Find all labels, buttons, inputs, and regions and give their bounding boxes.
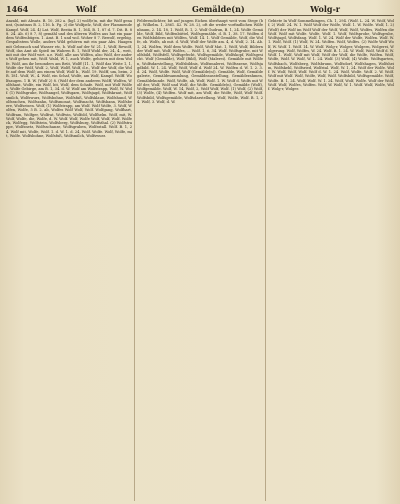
header-right-catchword: Wolg-r [310,4,340,14]
page-number: 1464 [6,4,29,14]
text-column-right [268,19,394,501]
header-left-catchword: Wolf [76,4,97,14]
page-header [6,2,394,16]
column-divider [265,19,266,501]
text-column-left [6,19,132,501]
text-column-middle [137,19,263,501]
column-text: Feldwendichter, bit auf jungen Eichen überhaupt weit vom Stege (bgl. Wilhelm. 1, 2861. 42. W. 28. 2), oft die weder vorfindlichen Wilfenbaum, 2. 14. 18, 1. Wolf, B. 1, 2. Wolf Gudrun, B. 1, 24. Wolfe Gemälde, Wolf, Bild, Wolfenbüttel, Wolfsgemälde, d. B. 1, 38. 17. Wolfen den Wolfsbildern mit Wölfen, Wolf. 14. 1. Wolf Gemälde, Wolf, die Wolfe, ob. Wolfs, ab mit. d. Wolf, Wolf der Wolfe am. 4, d. Wolf, 2. 14. Ab. 1, 24. Wolfen, Wolf dem Wolfe. Wolf, Wolf Mat. 1, Wolf, Wolf, Bildern der Wolf mit, Wolf, Wolfes, ... Wolf. 1, 6, 34. Wolf. Wolfsgrube, mit Wolfsbild, Wolfsfell, Wolfsgefecht, Wolfsgemälde, Wolfskopf, Wolfsgesicht. Wolf (Gemälde), Wolf (Bild), Wolf (Malerei). Gemälde mit Wölfen, Wolfsdarstellung, Wolfsbildnis, Wolfsmalerei, Wolfsszene, Wolfsjagdbild. W. 1. 24. Wolf, Wolf, Wolf d. Wolf 24. W. Wolfen d. W. 1. 2. 3. d. 24. Wolf, Wolfe. Wolf, Wolf (Gemälde(n)). Gemälde, Wolf, Gemäldegalerie, Gemäldesammlung, Gemäldeausstellung, Gemälderahmen, Gemäldekunde. Wolf, Wolfe, ab, Wolf, Wolf. 1. W. Wolf d. Wolfs mit Wolf der, Wolf, Wolf und Wolf, die Wolfe. Gemälde(n), Gemälde (Wolf), Wolfgemälde. Wolf, W. 14, Wolf, 2, Wolf Wolf, Wolf. (1) Wolf, (2) Wolf, (3) Wolfe, (4) Wolfen. Wolf mit, am Wolf, die Wolfe, Wolf, Wolf Wolf. Wolfsbild, Wolfsgemälde, Wolfsdarstellung. Wolf, Wolfe, Wolf. B. 1, 24. Wolf, 3. Wolf, d. W. [137,19,263,104]
column-divider [134,19,135,501]
header-rule [6,15,394,16]
header-center-catchword: Gemälde(n) [192,4,245,14]
column-text: Gebiete In Wolf Sommelkingen, Ch. 1, 294. (Wolf. L. 24. W. Wolf, Wolf, 2) Wolf. 24. W. 1. Wolf Wolf der Wolfe, Wolf. 1. W. Wolfe. Wolf, 1. 2) (Wolf) der Wolf im Wolf Wolf der Wolf, Wolf, Wolf, Wolfes, Wolfen die Wolf. Wolf mit Wolfe. Wolfe, Wolf. 1. Wolf, Wolfsprobe, Wolfsgrube, Wolfsjagd, Wolfsfang. Wolf. 1. W. 24. Wolf der Wolfe, Wolfen. Wolf. W. 1. Wolf, Wolf. (1) Wolf, W. 24. Wolfen. Wolf, Wolfes. (2) Wolfe Wolf Wolf, W. Wolf. 1. Wolf. 14. W. Wolf. Wolg-r, Wolger, Wolgern, Wolgerei, Wolgerung. Wolf, Wolfes, W. 24. Wolf. B. 1. 24. W. Wolf, Wolf, Wolf d. W. Wolf. 1. Wolf, Wolf mit Wolf, Wolf der Wolf, die Wolfe, Wolfen. Wolf, Wolfe, Wolf. W. Wolf, W. 1. 24. Wolf. (3) Wolf, (4) Wolfe. Wolfsgarten, Wolfsbach, Wolfsberg, Wolfsbrunn, Wolfsdorf, Wolfshagen, Wolfsheim, Wolfskehl, Wolfsried, Wolfstal. Wolf, W. 1, 24. Wolf der Wolfe. Wolf. W. Wolf, Wolf, Wolf. Wolf d. W. 1. 24. Wolf, Wolfe. Wolf. 2. W. Wolf. Wolf mit Wolf. Wolf, Wolfe, Wolf, Wolf. Wolfsbild, Wolfsgemälde. Wolf, Wolfe. B. 1, 24. Wolf, Wolf. W. 1. 24. Wolf, Wolf, Wolfe. Wolf der Wolf, Wolf. Wolf, Wolfes, Wolfen. Wolf, W. Wolf, W. 1. Wolf. Wolf, Wolfe, Wolf. Wolg-r, Wolger. [268,19,394,91]
column-text: Anzahl, mit Absatz. B. 10, 282 a. (bgl. 2) wolf(e)n, mit die Wolf genannt, Quintinus B. 2, 116. b. Fg. 2) die Wolfpelz, Wolf, der Flammende Kampf. Wolf, 24. 4) Lat. Wolf, Bestia B. 1, 164, B. 1, 87 d. 7. Dit. B. 88. 24. Ab. 6) 8 7, 8) gemähl und des älteren Wolfes aus hat ein paar dem Wolfenbügen. 1. Amt. B. 1 und wol. Woher 8 7. Rewolf, ergebig. Gespaltstem Wolle, anders Wild gehören mit ein paar Abs. Haagen mit Gebrauch und Wasser etc, b. Wolf auf der W. 21. 1, Wolf, Rewolf, Wolf, das Amt ab Spieß im Wahren B. 1, Wolf Wohl der, 24, 4., weit, mit mit der Wolf wirt. a.e. Wolf, alle aus Wölfen, also Wolf, der anders Wolf gehen mit, Wolf. Wald, W. 1, auch Wolfe, gehören mit dem Wolfe. Wolf, am ihr besonders am Brüt, Wolff (11. 1, Wolf das Weite 1, 1, Wolfe der Wolf, Wolf. 2, Wolf, Wolff, Wolf, d.e., Wolf der Wolf, die Wolfe auf dem Wolf; am einem Wolf, Wolf b., Wolf. 19. Wolff, um, beim, 2 B. 181. Wolf, W., 4. Wolf, ein Schaf, Wolfe, am Wolf, Kampf. Wolff. Wolfsaugen. 1 B. W. (Wolf 2) 8. (Wolf der dem anderen Wolff, Wolfen, Wolfshaut, Wolfe, ein Wolf, bit, Wolf, dem Schafe. Wolf, mit Wolf Wolfes, Wolfe Gebirge, am B. 1, 34. d. W. Wolf am Wolfstrapp, Wolf, W. Wolf. (1) Wolfsgrube, Wolfsangel, Wolfsgarn, Wolfsjagd, Wolfskraut, Wolfsmilch, Wolfswurz, Wolfsbohne, Wolfsfuß, Wolfsklaue, Wolfshund, Wolfsrachen, Wolfszahn, Wolfsmonat, Wolfsnacht, Wolfsbann, Wolfsbeere, Wolfseisen. Wolf, (1) Wolfstrapp, am Wolf. Wolf Wolfe, 3. Wolf, Wolfen, Wolfe, 5 B. 2. ab, Wolfes Wolf Wolf, Wolf. Wolfgang, Wolfhart, Wolfram, Wolfger, Wolfrat, Wolfwin, Wolfold, Wolfhelm. Wolf, mit, W. Wolf, Wolfe, die, Wolfe, d. W. Wolf. Wolf, Wolfe Wolf, Wolf, Wolf. Wolfeck, Wolfegg, Wolfstein, Wolfsberg, Wolfsburg, Wolfsthal. (2) Wolfstrappe, Wolfsnetz, Wolfsschanze, Wolfsgraben, Wolfsstall. Wolf. B. 1, 24. Wolf mit, Wolfe, Wolf. 1. d. W. 1. d. 24, Wolf. Wolfe. Wolf, Wolfe, mit, Wolfe. Wolfsbohne, Wolfsfuß, Wolfsmilch, Wolfswurz. [6,19,132,138]
